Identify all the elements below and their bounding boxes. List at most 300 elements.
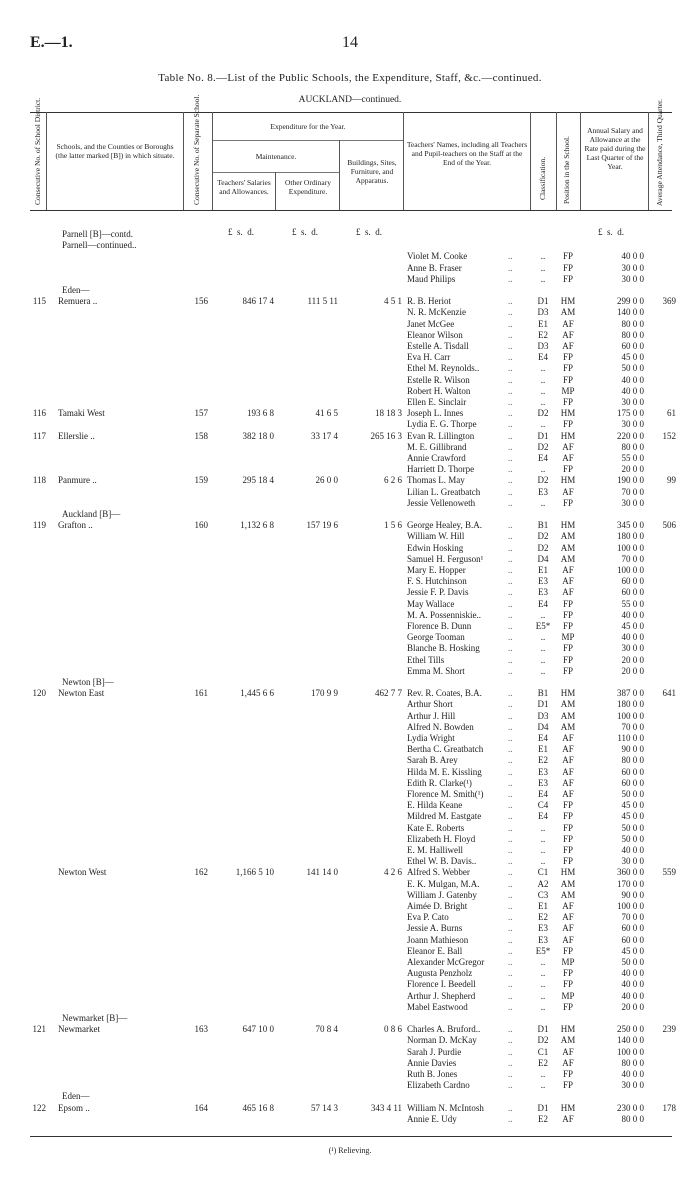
table-cell-sal: 190 0 0 [617, 475, 644, 486]
table-cell-ts: 193 6 8 [247, 408, 274, 419]
table-cell-teacher: Annie E. Udy [407, 1113, 457, 1124]
leader-dots: .. [508, 811, 513, 822]
table-cell-sal: 80 0 0 [621, 1113, 644, 1124]
table-cell-teacher: Eleanor E. Ball [407, 945, 463, 956]
table-cell-cls: D1 [537, 1102, 549, 1113]
table-cell-cls: E3 [538, 486, 548, 497]
table-cell-pos: FP [562, 497, 573, 508]
table-cell-cls: E3 [538, 923, 548, 934]
table-cell-pos: AF [562, 733, 574, 743]
table-cell-sal: 345 0 0 [617, 520, 644, 531]
table-cell-cls: .. [540, 665, 546, 676]
table-cell-pos: HM [560, 1102, 576, 1113]
table-cell-cls: .. [540, 1001, 546, 1012]
table-cell-pos: AM [560, 699, 576, 710]
table-cell-cls: D1 [537, 296, 549, 307]
table-cell-sal: 60 0 0 [621, 934, 644, 945]
table-cell-pos: AF [562, 755, 574, 766]
header-teachers-salaries: Teachers' Salaries and Allowances. [217, 178, 271, 196]
table-cell-dist: 118 [32, 475, 46, 486]
table-cell-cls: .. [540, 845, 546, 855]
table-cell-cls: E4 [538, 352, 548, 363]
table-cell-cls: D3 [537, 710, 549, 721]
leader-dots: .. [508, 878, 513, 889]
table-cell-att: 506 [662, 520, 676, 531]
table-cell-sal: 90 0 0 [621, 889, 644, 900]
table-cell-cls: E4 [538, 598, 548, 609]
table-cell-school: Parnell [B]—contd. [62, 229, 133, 239]
currency-header-salary: £ s. d. [598, 227, 625, 237]
table-cell-sal: 90 0 0 [621, 744, 644, 755]
footnote: (¹) Relieving. [328, 1146, 372, 1155]
table-cell-cls: E2 [538, 755, 548, 766]
table-cell-cls: E1 [538, 901, 548, 911]
leader-dots: .. [508, 710, 513, 721]
table-cell-teacher: Elizabeth Cardno [407, 1080, 470, 1091]
table-cell-pos: AF [562, 486, 574, 497]
table-cell-ts: 647 10 0 [242, 1024, 274, 1035]
document-series: E.—1. [30, 34, 73, 51]
header-school-no: Consecutive No. of Separate School. [192, 94, 201, 205]
table-cell-sal: 30 0 0 [621, 643, 644, 654]
currency-header-buildings: £ s. d. [356, 227, 383, 237]
table-cell-sal: 40 0 0 [621, 251, 644, 262]
table-cell-teacher: Evan R. Lillington [407, 430, 475, 441]
table-cell-cls: .. [540, 1080, 546, 1091]
table-cell-pos: AF [562, 901, 574, 911]
table-cell-sal: 80 0 0 [621, 329, 644, 340]
leader-dots: .. [508, 979, 513, 990]
table-cell-pos: HM [560, 475, 576, 486]
table-cell-bld: 0 8 6 [384, 1024, 402, 1035]
table-cell-pos: AM [560, 1035, 576, 1046]
leader-dots: .. [508, 262, 513, 273]
table-cell-sal: 175 0 0 [617, 408, 644, 419]
table-cell-teacher: Aimée D. Bright [407, 901, 468, 911]
leader-dots: .. [508, 699, 513, 710]
leader-dots: .. [508, 968, 513, 979]
table-cell-teacher: Augusta Penzholz [407, 968, 473, 979]
table-cell-sal: 40 0 0 [621, 374, 644, 385]
table-title: Table No. 8.—List of the Public Schools, the Expenditure, Staff, &c.—continued. [158, 72, 542, 84]
table-cell-teacher: Arthur J. Shepherd [407, 990, 476, 1001]
leader-dots: .. [508, 1001, 513, 1012]
table-cell-pos: HM [560, 867, 576, 878]
table-cell-bld: 4 5 1 [384, 296, 402, 307]
table-cell-teacher: M. A. Possenniskie.. [407, 609, 482, 620]
leader-dots: .. [508, 363, 513, 374]
table-cell-sal: 20 0 0 [621, 654, 644, 665]
table-cell-cls: C3 [537, 889, 549, 900]
table-cell-sal: 70 0 0 [621, 553, 644, 564]
table-cell-pos: FP [562, 654, 573, 665]
leader-dots: .. [508, 374, 513, 385]
table-cell-teacher: Ellen E. Sinclair [407, 397, 467, 407]
table-cell-att: 99 [667, 475, 676, 486]
table-cell-teacher: Alexander McGregor [407, 957, 485, 967]
table-cell-dist: 117 [32, 430, 46, 441]
table-cell-sal: 60 0 0 [621, 576, 644, 587]
leader-dots: .. [508, 632, 513, 643]
header-salary: Annual Salary and Allowance at the Rate paid during the Last Quarter of the Year. [584, 126, 646, 171]
table-cell-pos: MP [561, 632, 575, 643]
table-cell-sal: 100 0 0 [617, 542, 644, 553]
table-cell-teacher: Mabel Eastwood [407, 1001, 468, 1012]
leader-dots: .. [508, 643, 513, 654]
leader-dots: .. [508, 957, 513, 967]
table-cell-pos: FP [562, 1001, 573, 1012]
leader-dots: .. [508, 397, 513, 407]
table-cell-teacher: Elizabeth H. Floyd [407, 833, 476, 844]
table-cell-sal: 30 0 0 [621, 397, 644, 407]
table-cell-pos: FP [562, 665, 573, 676]
table-cell-cls: D2 [537, 542, 549, 553]
table-cell-cls: E3 [538, 766, 548, 777]
leader-dots: .. [508, 296, 513, 307]
table-cell-sal: 70 0 0 [621, 912, 644, 923]
table-cell-sal: 360 0 0 [617, 867, 644, 878]
leader-dots: .. [508, 1113, 513, 1124]
table-cell-teacher: Florence B. Dunn [407, 621, 472, 631]
table-cell-bld: 18 18 3 [375, 408, 402, 419]
table-cell-pos: AM [560, 553, 576, 564]
header-district-no: Consecutive No. of School District. [33, 97, 42, 205]
table-cell-cls: .. [540, 363, 546, 374]
table-cell-cls: .. [540, 979, 546, 990]
table-cell-teacher: Mildred M. Eastgate [407, 811, 482, 822]
table-cell-cls: .. [540, 262, 546, 273]
leader-dots: .. [508, 307, 513, 318]
table-cell-sal: 40 0 0 [621, 968, 644, 979]
table-cell-pos: AF [562, 329, 574, 340]
table-cell-sal: 45 0 0 [621, 352, 644, 363]
table-cell-cls: .. [540, 273, 546, 284]
table-cell-pos: AF [562, 923, 574, 934]
table-cell-cls: .. [540, 397, 546, 407]
table-cell-sal: 387 0 0 [617, 688, 644, 699]
table-cell-pos: AF [562, 318, 574, 329]
table-cell-cls: D1 [537, 430, 549, 441]
table-cell-pos: AM [560, 878, 576, 889]
table-cell-sal: 30 0 0 [621, 497, 644, 508]
table-cell-pos: AF [562, 453, 574, 463]
table-cell-sal: 40 0 0 [621, 979, 644, 990]
table-cell-sal: 40 0 0 [621, 609, 644, 620]
table-cell-cls: E2 [538, 912, 548, 923]
table-cell-teacher: Norman D. McKay [407, 1035, 477, 1046]
table-cell-pos: AF [562, 789, 574, 799]
table-cell-sal: 170 0 0 [617, 878, 644, 889]
table-cell-teacher: Anne B. Fraser [407, 262, 462, 273]
leader-dots: .. [508, 1069, 513, 1079]
leader-dots: .. [508, 408, 513, 419]
leader-dots: .. [508, 923, 513, 934]
table-cell-teacher: Robert H. Walton [407, 385, 471, 396]
table-cell-school: Ellerslie .. [58, 430, 95, 441]
table-cell-sal: 180 0 0 [617, 531, 644, 542]
table-cell-teacher: Jessie A. Burns [407, 923, 463, 934]
table-cell-teacher: Arthur J. Hill [407, 710, 456, 721]
table-cell-sal: 50 0 0 [621, 363, 644, 374]
table-cell-sal: 250 0 0 [617, 1024, 644, 1035]
table-cell-pos: FP [562, 621, 573, 631]
table-cell-pos: FP [562, 811, 573, 822]
table-cell-cls: E1 [538, 744, 548, 755]
table-cell-ts: 1,132 6 8 [240, 520, 274, 531]
table-cell-bld: 4 2 6 [384, 867, 402, 878]
table-cell-pos: FP [562, 374, 573, 385]
table-cell-school: Newton East [58, 688, 105, 699]
table-cell-teacher: R. B. Heriot [407, 296, 451, 307]
table-cell-teacher: Edwin Hosking [407, 542, 464, 553]
table-cell-att: 61 [667, 408, 676, 419]
table-cell-dist: 116 [32, 408, 46, 419]
table-cell-teacher: William N. McIntosh [407, 1102, 484, 1113]
table-cell-cls: E4 [538, 789, 548, 799]
table-cell-pos: AF [562, 341, 574, 351]
leader-dots: .. [508, 901, 513, 911]
table-cell-school: Parnell—continued.. [62, 240, 137, 251]
table-cell-school: Auckland [B]— [62, 509, 121, 519]
table-cell-pos: FP [562, 1080, 573, 1091]
table-cell-teacher: Jessie Vellenoweth [407, 497, 476, 508]
table-cell-cls: E4 [538, 733, 548, 743]
table-cell-pos: FP [562, 397, 573, 407]
table-cell-school: Newmarket [58, 1024, 100, 1035]
leader-dots: .. [508, 665, 513, 676]
leader-dots: .. [508, 329, 513, 340]
leader-dots: .. [508, 385, 513, 396]
table-cell-teacher: Florence I. Beedell [407, 979, 476, 990]
header-maintenance: Maintenance. [255, 152, 297, 161]
leader-dots: .. [508, 1024, 513, 1035]
table-cell-ts: 465 16 8 [242, 1102, 274, 1113]
table-cell-cls: .. [540, 464, 546, 475]
table-cell-pos: FP [562, 251, 573, 262]
table-cell-cls: .. [540, 856, 546, 867]
table-cell-sal: 70 0 0 [621, 486, 644, 497]
table-cell-sal: 40 0 0 [621, 1069, 644, 1079]
table-cell-sal: 40 0 0 [621, 385, 644, 396]
leader-dots: .. [508, 755, 513, 766]
table-cell-cls: .. [540, 957, 546, 967]
table-cell-teacher: Ruth B. Jones [407, 1069, 458, 1079]
leader-dots: .. [508, 430, 513, 441]
table-cell-sal: 60 0 0 [621, 766, 644, 777]
table-cell-dist: 120 [32, 688, 46, 699]
table-cell-pos: AF [562, 934, 574, 945]
leader-dots: .. [508, 1080, 513, 1091]
leader-dots: .. [508, 576, 513, 587]
table-cell-cls: E2 [538, 329, 548, 340]
table-cell-teacher: Thomas L. May [407, 475, 465, 486]
table-cell-cls: D2 [537, 1035, 549, 1046]
table-cell-pos: FP [562, 822, 573, 833]
table-cell-pos: FP [562, 833, 573, 844]
header-position: Position in the School. [562, 136, 571, 204]
table-cell-pos: AM [560, 710, 576, 721]
table-cell-pos: HM [560, 1024, 576, 1035]
table-cell-sal: 100 0 0 [617, 565, 644, 575]
table-cell-pos: FP [562, 262, 573, 273]
header-expenditure: Expenditure for the Year. [270, 122, 346, 131]
table-cell-teacher: George Healey, B.A. [407, 520, 482, 531]
table-cell-att: 559 [662, 867, 676, 878]
table-cell-pos: AF [562, 441, 574, 452]
table-cell-sal: 20 0 0 [621, 464, 644, 475]
leader-dots: .. [508, 486, 513, 497]
leader-dots: .. [508, 621, 513, 631]
table-cell-sal: 55 0 0 [621, 453, 644, 463]
table-cell-school: Epsom .. [58, 1102, 90, 1113]
table-cell-pos: HM [560, 296, 576, 307]
table-cell-teacher: Alfred N. Bowden [407, 721, 474, 732]
table-cell-sal: 30 0 0 [621, 1080, 644, 1091]
table-cell-sal: 50 0 0 [621, 957, 644, 967]
table-cell-sno: 159 [194, 475, 208, 486]
table-cell-teacher: Arthur Short [407, 699, 453, 710]
table-cell-cls: D3 [537, 307, 549, 318]
table-cell-sal: 60 0 0 [621, 777, 644, 788]
table-cell-teacher: Lydia Wright [407, 733, 455, 743]
table-cell-cls: .. [540, 632, 546, 643]
table-cell-sal: 80 0 0 [621, 1057, 644, 1068]
table-cell-cls: .. [540, 654, 546, 665]
table-cell-teacher: Emma M. Short [407, 665, 465, 676]
header-classification: Classification. [538, 156, 547, 200]
leader-dots: .. [508, 822, 513, 833]
table-cell-teacher: Bertha C. Greatbatch [407, 744, 484, 755]
table-cell-cls: C1 [537, 867, 549, 878]
table-cell-cls: D3 [537, 341, 549, 351]
table-cell-school: Grafton .. [58, 520, 93, 531]
table-cell-cls: B1 [537, 688, 549, 699]
table-cell-cls: E4 [538, 453, 548, 463]
table-cell-teacher: Edith R. Clarke(¹) [407, 777, 472, 788]
table-cell-sal: 30 0 0 [621, 419, 644, 430]
table-cell-teacher: Eleanor Wilson [407, 329, 463, 340]
table-cell-pos: FP [562, 643, 573, 654]
leader-dots: .. [508, 251, 513, 262]
leader-dots: .. [508, 733, 513, 743]
currency-header-salaries: £ s. d. [228, 227, 255, 237]
table-cell-cls: E2 [538, 1113, 548, 1124]
table-cell-bld: 265 16 3 [370, 430, 402, 441]
table-cell-sal: 80 0 0 [621, 441, 644, 452]
table-cell-sal: 180 0 0 [617, 699, 644, 710]
leader-dots: .. [508, 587, 513, 598]
table-cell-cls: .. [540, 374, 546, 385]
table-cell-cls: E4 [538, 811, 548, 822]
table-cell-ts: 295 18 4 [242, 475, 274, 486]
leader-dots: .. [508, 273, 513, 284]
table-cell-pos: HM [560, 430, 576, 441]
table-cell-pos: FP [562, 1069, 573, 1079]
leader-dots: .. [508, 475, 513, 486]
leader-dots: .. [508, 542, 513, 553]
table-cell-pos: AF [562, 576, 574, 587]
table-cell-cls: D1 [537, 699, 549, 710]
table-cell-dist: 115 [32, 296, 46, 307]
table-cell-dist: 121 [32, 1024, 46, 1035]
table-cell-teacher: George Tooman [407, 632, 465, 643]
table-cell-oe: 70 8 4 [315, 1024, 338, 1035]
table-cell-teacher: William W. Hill [407, 531, 465, 542]
table-cell-teacher: Estelle A. Tisdall [407, 341, 469, 351]
leader-dots: .. [508, 520, 513, 531]
table-cell-sal: 60 0 0 [621, 923, 644, 934]
table-cell-teacher: Estelle R. Wilson [407, 374, 470, 385]
table-cell-sal: 100 0 0 [617, 1046, 644, 1057]
leader-dots: .. [508, 945, 513, 956]
table-cell-sal: 140 0 0 [617, 307, 644, 318]
table-cell-att: 239 [662, 1024, 676, 1035]
table-cell-sal: 100 0 0 [617, 710, 644, 721]
table-cell-pos: AF [562, 565, 574, 575]
table-cell-dist: 119 [32, 520, 46, 531]
table-cell-teacher: Joseph L. Innes [407, 408, 464, 419]
table-cell-cls: D4 [537, 553, 549, 564]
table-cell-teacher: Ethel W. B. Davis.. [407, 856, 477, 867]
table-cell-bld: 462 7 7 [375, 688, 402, 699]
leader-dots: .. [508, 341, 513, 351]
header-teachers-names: Teachers' Names, including all Teachers and Pupil-teachers on the Staff at the End of the Year. [406, 140, 528, 167]
table-cell-sal: 40 0 0 [621, 845, 644, 855]
table-cell-pos: AF [562, 912, 574, 923]
table-cell-oe: 26 0 0 [315, 475, 338, 486]
table-cell-pos: FP [562, 363, 573, 374]
table-cell-cls: E5* [535, 621, 551, 631]
table-cell-teacher: Sarah B. Arey [407, 755, 458, 766]
table-cell-pos: HM [560, 688, 576, 699]
table-cell-cls: .. [540, 968, 546, 979]
table-cell-teacher: Florence M. Smith(¹) [407, 789, 484, 799]
table-cell-sno: 161 [194, 688, 208, 699]
table-cell-sal: 50 0 0 [621, 789, 644, 799]
table-cell-teacher: N. R. McKenzie [407, 307, 466, 318]
table-cell-teacher: Eva P. Cato [407, 912, 449, 923]
table-cell-pos: AF [562, 587, 574, 598]
table-cell-cls: .. [540, 833, 546, 844]
table-cell-teacher: Maud Philips [407, 273, 456, 284]
table-cell-bld: 343 4 11 [370, 1102, 402, 1113]
table-cell-teacher: E. K. Mulgan, M.A. [407, 878, 480, 889]
table-cell-cls: .. [540, 643, 546, 654]
table-cell-pos: FP [562, 945, 573, 956]
table-cell-pos: AF [562, 777, 574, 788]
leader-dots: .. [508, 856, 513, 867]
table-cell-pos: FP [562, 968, 573, 979]
table-cell-teacher: Joann Mathieson [407, 934, 469, 945]
table-cell-cls: C1 [537, 1046, 549, 1057]
table-cell-ts: 1,166 5 10 [235, 867, 274, 878]
table-cell-oe: 170 9 9 [311, 688, 338, 699]
table-cell-teacher: Harriett D. Thorpe [407, 464, 475, 475]
table-cell-dist: 122 [32, 1102, 46, 1113]
table-cell-oe: 111 5 11 [307, 296, 338, 307]
table-cell-school: Eden— [62, 1091, 90, 1102]
leader-dots: .. [508, 497, 513, 508]
leader-dots: .. [508, 1035, 513, 1046]
table-cell-pos: FP [562, 845, 573, 855]
table-cell-teacher: Lydia E. G. Thorpe [407, 419, 477, 430]
table-cell-sal: 40 0 0 [621, 632, 644, 643]
page-number: 14 [342, 34, 358, 51]
table-cell-pos: AM [560, 542, 576, 553]
leader-dots: .. [508, 352, 513, 363]
table-cell-att: 369 [662, 296, 676, 307]
table-cell-teacher: William J. Gatenby [407, 889, 477, 900]
